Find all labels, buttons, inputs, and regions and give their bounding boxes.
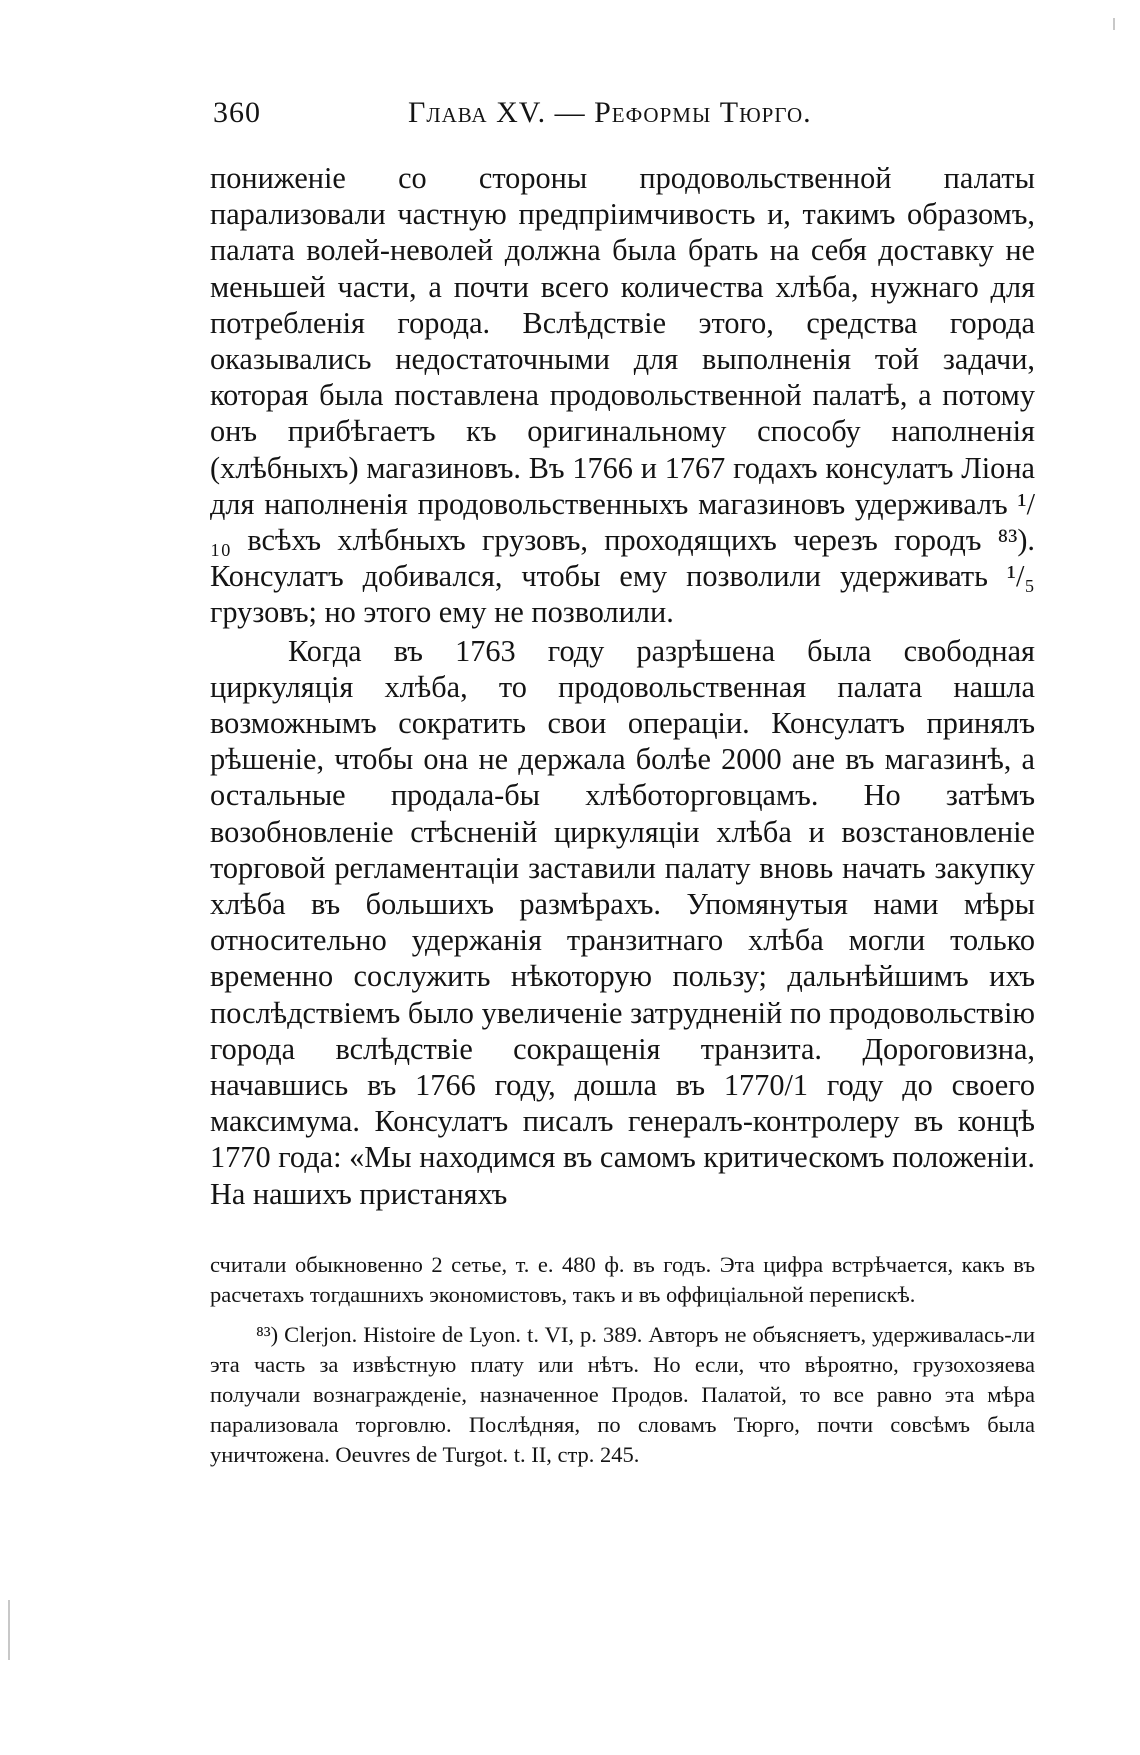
paragraph-1: пониженіе со стороны продовольственной палаты парализовали частную предпріимчивость и, такимъ образомъ, палата волей-неволей должна была брать на себя доставку не меньшей части, а почти всего количества хлѣба, нужнаго для потребленія города. Вслѣдствіе этого, средства города оказывались недостаточными для выполненія той задачи, которая была поставлена продовольственной палатѣ, а потому онъ прибѣгаетъ къ оригинальному способу наполненія (хлѣбныхъ) магазиновъ. Въ 1766 и 1767 годахъ консулатъ Ліона для наполненія продовольственныхъ магазиновъ удерживалъ ¹/₁₀ всѣхъ хлѣбныхъ грузовъ, проходящихъ черезъ городъ ⁸³). Консулатъ добивался, чтобы ему позволили удерживать ¹/₅ грузовъ; но этого ему не позволили.: [210, 161, 1035, 630]
footnotes: [210, 1250, 1035, 1470]
scan-edge-mark-top: [1113, 18, 1115, 30]
chapter-title: Глава XV. — Реформы Тюрго.: [408, 96, 812, 129]
page-number: 360: [213, 96, 261, 129]
running-head: [213, 96, 1033, 136]
paragraph-2: Когда въ 1763 году разрѣшена была свободная циркуляція хлѣба, то продовольственная палата нашла возможнымъ сократить свои операціи. Консулатъ принялъ рѣшеніе, чтобы она не держала болѣе 2000 ане въ магазинѣ, а остальные продала-бы хлѣботорговцамъ. Но затѣмъ возобновленіе стѣсненій циркуляціи хлѣба и возстановленіе торговой регламентаціи заставили палату вновь начать закупку хлѣба въ большихъ размѣрахъ. Упомянутыя нами мѣры относительно удержанія транзитнаго хлѣба могли только временно сослужить нѣкоторую пользу; дальнѣйшимъ ихъ послѣдствіемъ было увеличеніе затрудненій по продовольствію города вслѣдствіе сокращенія транзита. Дороговизна, начавшись въ 1766 году, дошла въ 1770/1 году до своего максимума. Консулатъ писалъ генералъ-контролеру въ концѣ 1770 года: «Мы находимся въ самомъ критическомъ положеніи. На нашихъ пристаняхъ: [210, 633, 1035, 1211]
scan-edge-mark-left: [8, 1600, 10, 1660]
main-text: [210, 160, 1035, 1212]
footnote-83: ⁸³) Clerjon. Histoire de Lyon. t. VI, p. 389. Авторъ не объясняетъ, удерживалась-ли эта часть за извѣстную плату или нѣтъ. Но если, что вѣроятно, грузохозяева получали вознагражденіе, назначенное Продов. Палатой, то все равно эта мѣра парализовала торговлю. Послѣдняя, по словамъ Тюрго, почти совсѣмъ была уничтожена. Oeuvres de Turgot. t. II, стр. 245.: [210, 1322, 1035, 1467]
footnote-continuation: считали обыкновенно 2 сетье, т. е. 480 ф. въ годъ. Эта цифра встрѣчается, какъ въ расчетахъ тогдашнихъ экономистовъ, такъ и въ оффиціальной перепискѣ.: [210, 1252, 1035, 1307]
